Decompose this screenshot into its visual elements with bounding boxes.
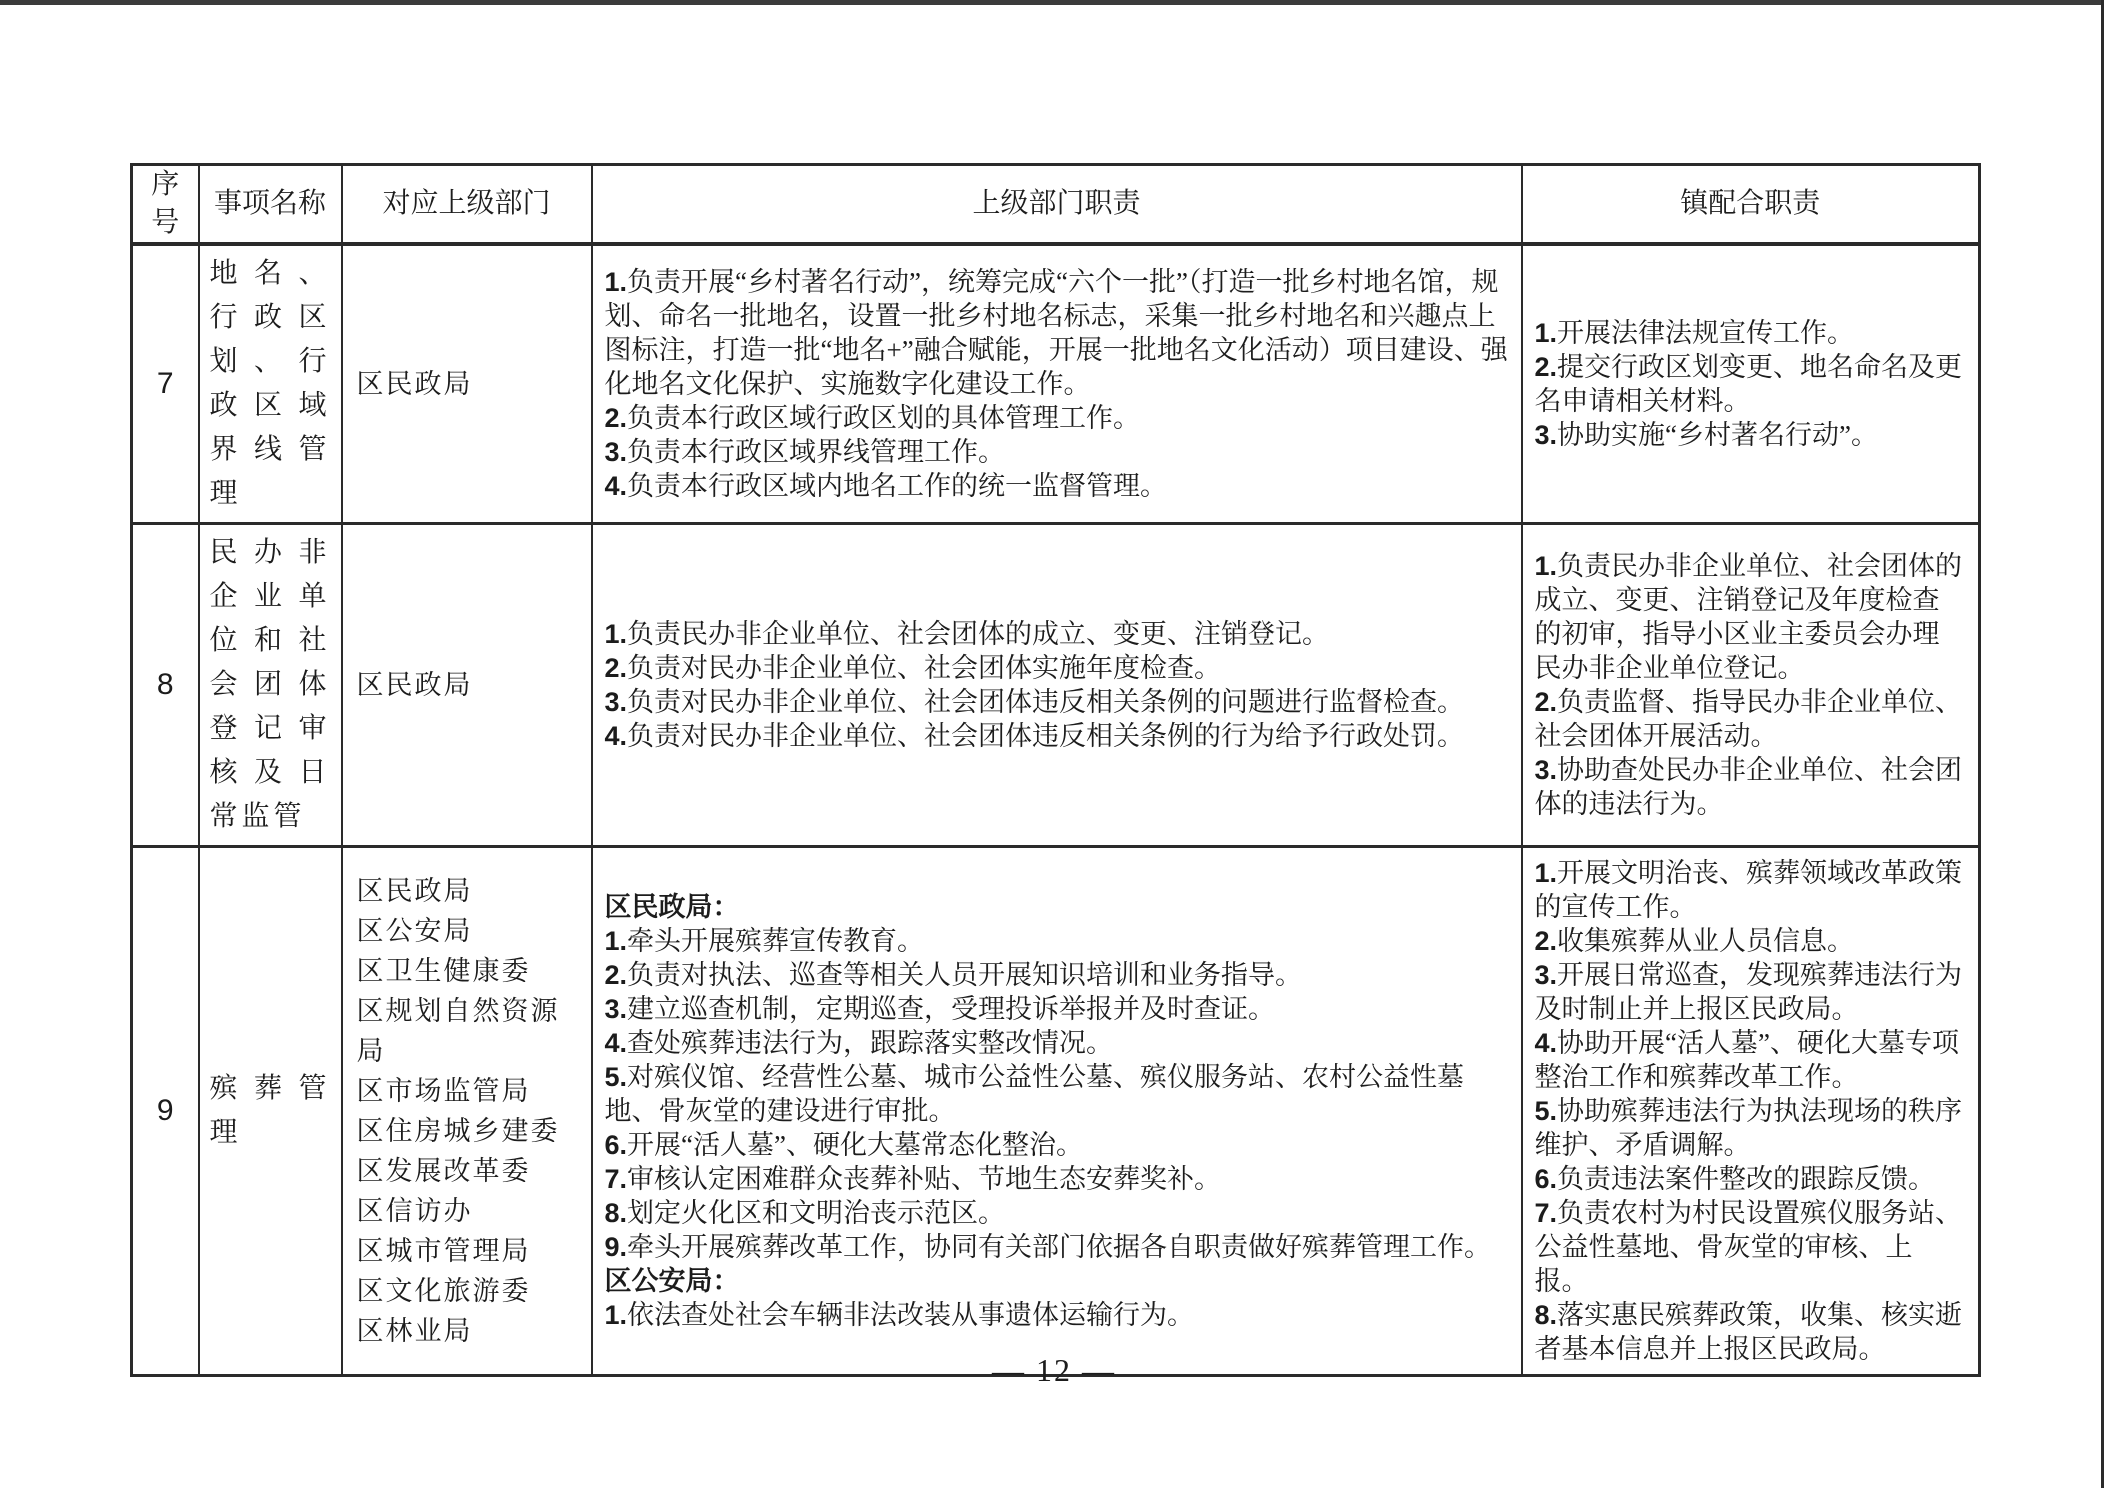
- department-name: 区公安局: [356, 916, 473, 946]
- department-cell: [342, 847, 592, 1376]
- town-duties-cell: [1522, 244, 1980, 524]
- duty-item-number: 3.: [1534, 960, 1558, 990]
- duty-item: 8.落实惠民殡葬政策，收集、核实逝者基本信息并上报区民政局。: [1534, 1300, 1963, 1364]
- department-name: 区住房城乡建委: [356, 1116, 560, 1146]
- table-header: [132, 165, 1980, 245]
- header-item-name: 事项名称: [199, 165, 342, 245]
- department-name: 区民政局: [356, 876, 473, 906]
- duty-item: 5.对殡仪馆、经营性公墓、城市公益性公墓、殡仪服务站、农村公益性墓地、骨灰堂的建设进行审批。: [604, 1062, 1465, 1126]
- duty-item: 2.提交行政区划变更、地名命名及更名申请相关材料。: [1534, 352, 1963, 416]
- duty-item-number: 4.: [604, 721, 628, 751]
- town-duties-cell: [1522, 847, 1980, 1376]
- department-name: 区信访办: [356, 1196, 473, 1226]
- department-name: 区发展改革委: [356, 1156, 531, 1186]
- window-top-edge: [0, 0, 2104, 5]
- department-cell: [342, 244, 592, 524]
- duties-table: [130, 163, 1981, 1377]
- department-name: 区规划自然资源局: [356, 996, 560, 1066]
- superior-duties-cell: [592, 524, 1522, 847]
- header-town-duties: 镇配合职责: [1522, 165, 1980, 245]
- header-row: [132, 165, 1980, 245]
- department-name: 区民政局: [356, 670, 473, 700]
- duty-item: 1.开展文明治丧、殡葬领域改革政策的宣传工作。: [1534, 858, 1963, 922]
- duty-item: 3.负责本行政区域界线管理工作。: [604, 437, 1006, 467]
- town-duties-cell: [1522, 524, 1980, 847]
- duty-item-number: 1.: [604, 267, 628, 297]
- duty-item: 8.划定火化区和文明治丧示范区。: [604, 1198, 1006, 1228]
- duty-item-number: 1.: [1534, 318, 1558, 348]
- duty-item-number: 7.: [604, 1164, 628, 1194]
- duty-item-number: 2.: [604, 653, 628, 683]
- department-name: 区林业局: [356, 1316, 473, 1346]
- duty-item-number: 2.: [1534, 352, 1558, 382]
- duty-item: 4.负责本行政区域内地名工作的统一监督管理。: [604, 471, 1168, 501]
- duty-item: 9.牵头开展殡葬改革工作，协同有关部门依据各自职责做好殡葬管理工作。: [604, 1232, 1492, 1262]
- duty-item-number: 7.: [1534, 1198, 1558, 1228]
- table-row: [132, 847, 1980, 1376]
- item-name-cell: 地名、行政区划、行政区域界线管理: [199, 244, 342, 524]
- department-heading: 区民政局：: [604, 892, 740, 922]
- duty-item: 3.负责对民办非企业单位、社会团体违反相关条例的问题进行监督检查。: [604, 687, 1465, 717]
- duty-item: 3.协助查处民办非企业单位、社会团体的违法行为。: [1534, 755, 1963, 819]
- duty-item-number: 1.: [604, 926, 628, 956]
- duty-item-number: 6.: [604, 1130, 628, 1160]
- duty-item-number: 4.: [604, 1028, 628, 1058]
- duty-item-number: 5.: [604, 1062, 628, 1092]
- duty-item: 1.依法查处社会车辆非法改装从事遗体运输行为。: [604, 1300, 1195, 1330]
- duty-item: 3.建立巡查机制，定期巡查，受理投诉举报并及时查证。: [604, 994, 1276, 1024]
- table-body: [132, 244, 1980, 1376]
- duty-item: 1.负责民办非企业单位、社会团体的成立、变更、注销登记。: [604, 619, 1330, 649]
- duty-item-number: 8.: [1534, 1300, 1558, 1330]
- duty-item-number: 3.: [604, 994, 628, 1024]
- duty-item: 4.负责对民办非企业单位、社会团体违反相关条例的行为给予行政处罚。: [604, 721, 1465, 751]
- duty-item-number: 3.: [604, 437, 628, 467]
- duty-item: 1.牵头开展殡葬宣传教育。: [604, 926, 925, 956]
- page-number: — 12 —: [992, 1352, 1116, 1388]
- duty-item: 2.负责对执法、巡查等相关人员开展知识培训和业务指导。: [604, 960, 1303, 990]
- duty-item: 1.开展法律法规宣传工作。: [1534, 318, 1855, 348]
- duty-item: 2.负责监督、指导民办非企业单位、社会团体开展活动。: [1534, 687, 1963, 751]
- duty-item: 7.负责农村为村民设置殡仪服务站、公益性墓地、骨灰堂的审核、上报。: [1534, 1198, 1963, 1296]
- duty-item-number: 2.: [1534, 687, 1558, 717]
- duty-item-number: 2.: [604, 960, 628, 990]
- row-number-cell: 8: [132, 524, 199, 847]
- duty-item: 4.查处殡葬违法行为，跟踪落实整改情况。: [604, 1028, 1114, 1058]
- duty-item-number: 8.: [604, 1198, 628, 1228]
- duty-item: 3.协助实施“乡村著名行动”。: [1534, 420, 1878, 450]
- duty-item: 2.收集殡葬从业人员信息。: [1534, 926, 1855, 956]
- duty-item: 2.负责本行政区域行政区划的具体管理工作。: [604, 403, 1141, 433]
- duty-item-number: 1.: [604, 619, 628, 649]
- duty-item-number: 3.: [604, 687, 628, 717]
- header-superior-department: 对应上级部门: [342, 165, 592, 245]
- duty-item: 6.开展“活人墓”、硬化大墓常态化整治。: [604, 1130, 1083, 1160]
- department-name: 区民政局: [356, 369, 473, 399]
- department-name: 区市场监管局: [356, 1076, 531, 1106]
- row-number-cell: 9: [132, 847, 199, 1376]
- item-name-cell: 殡葬管理: [199, 847, 342, 1376]
- duty-item: 6.负责违法案件整改的跟踪反馈。: [1534, 1164, 1936, 1194]
- superior-duties-cell: [592, 244, 1522, 524]
- duty-item-number: 9.: [604, 1232, 628, 1262]
- duty-item-number: 6.: [1534, 1164, 1558, 1194]
- duty-item-number: 4.: [604, 471, 628, 501]
- duty-item-number: 1.: [1534, 858, 1558, 888]
- duty-item-number: 1.: [1534, 551, 1558, 581]
- department-name: 区文化旅游委: [356, 1276, 531, 1306]
- duty-item: 5.协助殡葬违法行为执法现场的秩序维护、矛盾调解。: [1534, 1096, 1963, 1160]
- duty-item-number: 3.: [1534, 755, 1558, 785]
- duty-item: 2.负责对民办非企业单位、社会团体实施年度检查。: [604, 653, 1222, 683]
- duty-item: 4.协助开展“活人墓”、硬化大墓专项整治工作和殡葬改革工作。: [1534, 1028, 1959, 1092]
- department-name: 区城市管理局: [356, 1236, 531, 1266]
- table-row: [132, 244, 1980, 524]
- duty-item-number: 5.: [1534, 1096, 1558, 1126]
- duty-item-number: 3.: [1534, 420, 1558, 450]
- duty-item: 1.负责民办非企业单位、社会团体的成立、变更、注销登记及年度检查的初审，指导小区业主委员会办理民办非企业单位登记。: [1534, 551, 1963, 683]
- duty-item: 1.负责开展“乡村著名行动”，统筹完成“六个一批”（打造一批乡村地名馆，规划、命名一批地名，设置一批乡村地名标志，采集一批乡村地名和兴趣点上图标注，打造一批“地名+”融合赋能，开展一批地名文化活动）项目建设、强化地名文化保护、实施数字化建设工作。: [604, 267, 1508, 399]
- row-number-cell: 7: [132, 244, 199, 524]
- duty-item-number: 2.: [1534, 926, 1558, 956]
- table-row: [132, 524, 1980, 847]
- duty-item-number: 1.: [604, 1300, 628, 1330]
- department-name: 区卫生健康委: [356, 956, 531, 986]
- duty-item: 3.开展日常巡查，发现殡葬违法行为及时制止并上报区民政局。: [1534, 960, 1963, 1024]
- department-heading: 区公安局：: [604, 1266, 740, 1296]
- duty-item-number: 2.: [604, 403, 628, 433]
- department-cell: [342, 524, 592, 847]
- duty-item: 7.审核认定困难群众丧葬补贴、节地生态安葬奖补。: [604, 1164, 1222, 1194]
- header-serial-number: 序号: [132, 165, 199, 245]
- item-name-cell: 民办非企业单位和社会团体登记审核及日常监管: [199, 524, 342, 847]
- superior-duties-cell: [592, 847, 1522, 1376]
- header-superior-duties: 上级部门职责: [592, 165, 1522, 245]
- duty-item-number: 4.: [1534, 1028, 1558, 1058]
